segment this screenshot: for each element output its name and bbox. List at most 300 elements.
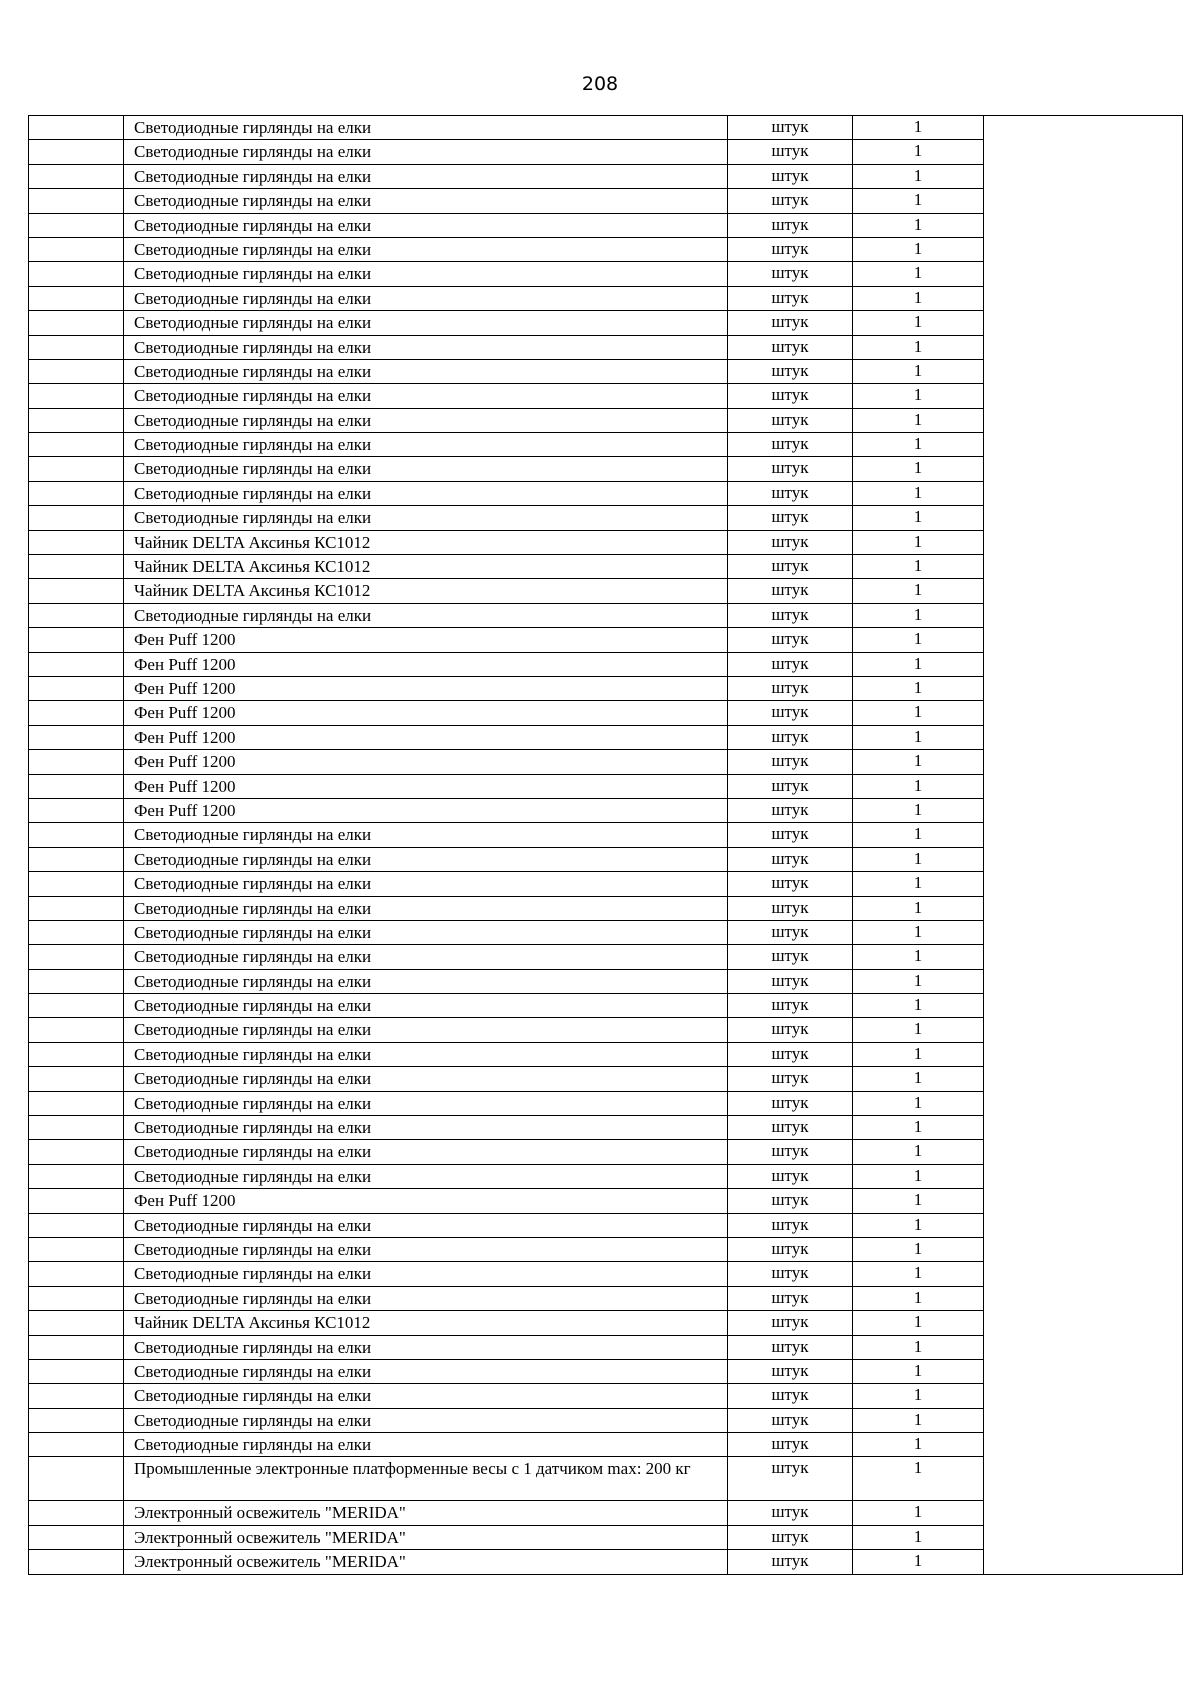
- unit-value: штук: [771, 1409, 809, 1429]
- quantity-value: 1: [913, 287, 923, 307]
- quantity-cell: [853, 1457, 984, 1501]
- item-name-cell: [124, 1335, 728, 1359]
- quantity-value: 1: [913, 921, 923, 941]
- row-number-cell: [29, 140, 124, 164]
- item-name-cell: [124, 1213, 728, 1237]
- item-name: Чайник DELTA Аксинья КС1012: [134, 532, 371, 552]
- unit-cell: [728, 579, 853, 603]
- unit-cell: [728, 530, 853, 554]
- unit-cell: [728, 1213, 853, 1237]
- row-number-cell: [29, 1213, 124, 1237]
- item-name: Светодиодные гирлянды на елки: [134, 996, 372, 1016]
- quantity-value: 1: [913, 1190, 923, 1210]
- unit-value: штук: [771, 409, 809, 429]
- quantity-cell: [853, 1286, 984, 1310]
- quantity-value: 1: [913, 799, 923, 819]
- quantity-value: 1: [913, 1502, 923, 1522]
- quantity-cell: [853, 311, 984, 335]
- item-name-cell: [124, 335, 728, 359]
- item-name: Светодиодные гирлянды на елки: [134, 337, 372, 357]
- item-name: Светодиодные гирлянды на елки: [134, 264, 372, 284]
- item-name-cell: [124, 286, 728, 310]
- row-number-cell: [29, 725, 124, 749]
- unit-value: штук: [771, 1458, 809, 1478]
- quantity-value: 1: [913, 360, 923, 380]
- row-number-cell: [29, 1457, 124, 1501]
- row-number-cell: [29, 530, 124, 554]
- unit-value: штук: [771, 1551, 809, 1571]
- row-number-cell: [29, 457, 124, 481]
- unit-value: штук: [771, 897, 809, 917]
- row-number-cell: [29, 1408, 124, 1432]
- unit-cell: [728, 311, 853, 335]
- unit-cell: [728, 969, 853, 993]
- row-number-cell: [29, 1262, 124, 1286]
- unit-value: штук: [771, 702, 809, 722]
- item-name-cell: [124, 457, 728, 481]
- row-number-cell: [29, 1042, 124, 1066]
- row-number-cell: [29, 213, 124, 237]
- quantity-value: 1: [913, 580, 923, 600]
- unit-value: штук: [771, 482, 809, 502]
- quantity-cell: [853, 530, 984, 554]
- quantity-cell: [853, 1335, 984, 1359]
- item-name: Фен Puff 1200: [134, 752, 236, 772]
- item-name-cell: [124, 1384, 728, 1408]
- item-name: Светодиодные гирлянды на елки: [134, 435, 372, 455]
- unit-cell: [728, 1091, 853, 1115]
- item-name-cell: [124, 1408, 728, 1432]
- quantity-cell: [853, 1067, 984, 1091]
- row-number-cell: [29, 652, 124, 676]
- item-name: Фен Puff 1200: [134, 727, 236, 747]
- item-name: Промышленные электронные платформенные весы с 1 датчиком max: 200 кг: [134, 1459, 691, 1479]
- item-name-cell: [124, 1359, 728, 1383]
- row-number-cell: [29, 872, 124, 896]
- quantity-cell: [853, 262, 984, 286]
- quantity-cell: [853, 1116, 984, 1140]
- unit-cell: [728, 1408, 853, 1432]
- item-name: Светодиодные гирлянды на елки: [134, 166, 372, 186]
- item-name-cell: [124, 823, 728, 847]
- unit-value: штук: [771, 921, 809, 941]
- item-name: Фен Puff 1200: [134, 703, 236, 723]
- quantity-value: 1: [913, 531, 923, 551]
- quantity-value: 1: [913, 1526, 923, 1546]
- item-name-cell: [124, 384, 728, 408]
- quantity-value: 1: [913, 117, 923, 136]
- unit-cell: [728, 676, 853, 700]
- item-name-cell: [124, 1237, 728, 1261]
- unit-cell: [728, 1457, 853, 1501]
- quantity-value: 1: [913, 775, 923, 795]
- unit-value: штук: [771, 946, 809, 966]
- quantity-value: 1: [913, 409, 923, 429]
- row-number-cell: [29, 823, 124, 847]
- quantity-value: 1: [913, 677, 923, 697]
- item-name: Светодиодные гирлянды на елки: [134, 1093, 372, 1113]
- unit-value: штук: [771, 653, 809, 673]
- quantity-value: 1: [913, 726, 923, 746]
- row-number-cell: [29, 847, 124, 871]
- item-name: Светодиодные гирлянды на елки: [134, 142, 372, 162]
- unit-value: штук: [771, 287, 809, 307]
- unit-value: штук: [771, 556, 809, 576]
- unit-cell: [728, 1018, 853, 1042]
- unit-value: штук: [771, 1068, 809, 1088]
- item-name: Электронный освежитель "MERIDA": [134, 1527, 406, 1547]
- quantity-cell: [853, 1359, 984, 1383]
- quantity-cell: [853, 1550, 984, 1574]
- unit-value: штук: [771, 165, 809, 185]
- quantity-cell: [853, 286, 984, 310]
- quantity-cell: [853, 1237, 984, 1261]
- item-name: Светодиодные гирлянды на елки: [134, 1118, 372, 1138]
- item-name: Светодиодные гирлянды на елки: [134, 971, 372, 991]
- item-name: Светодиодные гирлянды на елки: [134, 1020, 372, 1040]
- unit-cell: [728, 433, 853, 457]
- item-name-cell: [124, 652, 728, 676]
- unit-value: штук: [771, 1043, 809, 1063]
- unit-value: штук: [771, 580, 809, 600]
- quantity-cell: [853, 628, 984, 652]
- item-name-cell: [124, 1164, 728, 1188]
- quantity-cell: [853, 164, 984, 188]
- quantity-value: 1: [913, 190, 923, 210]
- page-number: 208: [581, 73, 619, 95]
- quantity-value: 1: [913, 1019, 923, 1039]
- item-name-cell: [124, 1550, 728, 1574]
- unit-cell: [728, 823, 853, 847]
- unit-cell: [728, 701, 853, 725]
- unit-cell: [728, 1116, 853, 1140]
- row-number-cell: [29, 1164, 124, 1188]
- item-name: Светодиодные гирлянды на елки: [134, 898, 372, 918]
- row-number-cell: [29, 433, 124, 457]
- item-name-cell: [124, 847, 728, 871]
- unit-cell: [728, 994, 853, 1018]
- quantity-value: 1: [913, 1141, 923, 1161]
- quantity-value: 1: [913, 556, 923, 576]
- quantity-value: 1: [913, 873, 923, 893]
- item-name-cell: [124, 1042, 728, 1066]
- item-name: Светодиодные гирлянды на елки: [134, 313, 372, 333]
- quantity-cell: [853, 140, 984, 164]
- row-number-cell: [29, 1018, 124, 1042]
- quantity-value: 1: [913, 1434, 923, 1454]
- unit-cell: [728, 774, 853, 798]
- unit-cell: [728, 286, 853, 310]
- item-name-cell: [124, 433, 728, 457]
- unit-value: штук: [771, 458, 809, 478]
- item-name: Фен Puff 1200: [134, 654, 236, 674]
- unit-value: штук: [771, 1502, 809, 1522]
- table-row: [29, 116, 1183, 140]
- unit-cell: [728, 872, 853, 896]
- item-name-cell: [124, 1286, 728, 1310]
- quantity-value: 1: [913, 1263, 923, 1283]
- unit-cell: [728, 1384, 853, 1408]
- item-name-cell: [124, 725, 728, 749]
- unit-cell: [728, 847, 853, 871]
- quantity-value: 1: [913, 653, 923, 673]
- quantity-cell: [853, 1042, 984, 1066]
- unit-value: штук: [771, 531, 809, 551]
- item-name-cell: [124, 798, 728, 822]
- quantity-cell: [853, 1408, 984, 1432]
- unit-value: штук: [771, 1385, 809, 1405]
- item-name: Светодиодные гирлянды на елки: [134, 1142, 372, 1162]
- quantity-cell: [853, 457, 984, 481]
- quantity-cell: [853, 603, 984, 627]
- unit-value: штук: [771, 873, 809, 893]
- item-name: Фен Puff 1200: [134, 1191, 236, 1211]
- item-name: Светодиодные гирлянды на елки: [134, 386, 372, 406]
- item-name-cell: [124, 116, 728, 140]
- quantity-value: 1: [913, 1068, 923, 1088]
- unit-cell: [728, 213, 853, 237]
- quantity-value: 1: [913, 1092, 923, 1112]
- item-name: Фен Puff 1200: [134, 800, 236, 820]
- item-name-cell: [124, 1067, 728, 1091]
- unit-value: штук: [771, 848, 809, 868]
- quantity-cell: [853, 481, 984, 505]
- quantity-cell: [853, 1189, 984, 1213]
- row-number-cell: [29, 628, 124, 652]
- unit-value: штук: [771, 1238, 809, 1258]
- item-name: Светодиодные гирлянды на елки: [134, 605, 372, 625]
- quantity-cell: [853, 408, 984, 432]
- item-name: Электронный освежитель "MERIDA": [134, 1552, 406, 1572]
- row-number-cell: [29, 579, 124, 603]
- row-number-cell: [29, 1067, 124, 1091]
- unit-value: штук: [771, 775, 809, 795]
- quantity-value: 1: [913, 1165, 923, 1185]
- quantity-cell: [853, 1525, 984, 1549]
- quantity-cell: [853, 116, 984, 140]
- unit-value: штук: [771, 677, 809, 697]
- unit-cell: [728, 603, 853, 627]
- inventory-table-body: [29, 116, 1183, 1575]
- row-number-cell: [29, 1116, 124, 1140]
- quantity-value: 1: [913, 1409, 923, 1429]
- quantity-value: 1: [913, 141, 923, 161]
- quantity-cell: [853, 945, 984, 969]
- unit-cell: [728, 237, 853, 261]
- row-number-cell: [29, 506, 124, 530]
- item-name: Чайник DELTA Аксинья КС1012: [134, 1313, 371, 1333]
- quantity-value: 1: [913, 507, 923, 527]
- item-name: Светодиодные гирлянды на елки: [134, 1410, 372, 1430]
- item-name: Светодиодные гирлянды на елки: [134, 1264, 372, 1284]
- row-number-cell: [29, 1189, 124, 1213]
- row-number-cell: [29, 1091, 124, 1115]
- item-name-cell: [124, 1501, 728, 1525]
- item-name: Светодиодные гирлянды на елки: [134, 508, 372, 528]
- item-name: Светодиодные гирлянды на елки: [134, 1166, 372, 1186]
- row-number-cell: [29, 262, 124, 286]
- item-name-cell: [124, 603, 728, 627]
- unit-value: штук: [771, 799, 809, 819]
- row-number-cell: [29, 1140, 124, 1164]
- row-number-cell: [29, 1286, 124, 1310]
- quantity-cell: [853, 359, 984, 383]
- item-name: Светодиодные гирлянды на елки: [134, 239, 372, 259]
- unit-cell: [728, 1359, 853, 1383]
- unit-cell: [728, 1164, 853, 1188]
- unit-value: штук: [771, 1360, 809, 1380]
- quantity-value: 1: [913, 848, 923, 868]
- unit-cell: [728, 1525, 853, 1549]
- quantity-cell: [853, 994, 984, 1018]
- unit-value: штук: [771, 1019, 809, 1039]
- quantity-value: 1: [913, 629, 923, 649]
- quantity-value: 1: [913, 312, 923, 332]
- unit-value: штук: [771, 117, 809, 136]
- row-number-cell: [29, 701, 124, 725]
- row-number-cell: [29, 237, 124, 261]
- quantity-value: 1: [913, 1336, 923, 1356]
- unit-cell: [728, 359, 853, 383]
- quantity-value: 1: [913, 336, 923, 356]
- row-number-cell: [29, 1335, 124, 1359]
- quantity-value: 1: [913, 1458, 923, 1478]
- unit-value: штук: [771, 1287, 809, 1307]
- quantity-cell: [853, 1091, 984, 1115]
- item-name-cell: [124, 994, 728, 1018]
- unit-value: штук: [771, 141, 809, 161]
- quantity-value: 1: [913, 946, 923, 966]
- unit-value: штук: [771, 214, 809, 234]
- quantity-cell: [853, 1164, 984, 1188]
- quantity-value: 1: [913, 897, 923, 917]
- unit-value: штук: [771, 824, 809, 844]
- row-number-cell: [29, 1237, 124, 1261]
- quantity-cell: [853, 920, 984, 944]
- item-name-cell: [124, 140, 728, 164]
- unit-cell: [728, 798, 853, 822]
- row-number-cell: [29, 384, 124, 408]
- unit-value: штук: [771, 238, 809, 258]
- quantity-cell: [853, 1213, 984, 1237]
- row-number-cell: [29, 189, 124, 213]
- unit-cell: [728, 1286, 853, 1310]
- unit-cell: [728, 1237, 853, 1261]
- item-name-cell: [124, 969, 728, 993]
- quantity-cell: [853, 872, 984, 896]
- unit-value: штук: [771, 1190, 809, 1210]
- unit-value: штук: [771, 1214, 809, 1234]
- inventory-table: [28, 115, 1183, 1575]
- unit-cell: [728, 750, 853, 774]
- row-number-cell: [29, 896, 124, 920]
- unit-value: штук: [771, 312, 809, 332]
- quantity-value: 1: [913, 1287, 923, 1307]
- quantity-value: 1: [913, 1043, 923, 1063]
- unit-value: штук: [771, 1263, 809, 1283]
- quantity-value: 1: [913, 702, 923, 722]
- item-name-cell: [124, 1189, 728, 1213]
- item-name: Светодиодные гирлянды на елки: [134, 410, 372, 430]
- unit-cell: [728, 555, 853, 579]
- unit-cell: [728, 335, 853, 359]
- unit-cell: [728, 628, 853, 652]
- item-name-cell: [124, 872, 728, 896]
- row-number-cell: [29, 481, 124, 505]
- quantity-cell: [853, 701, 984, 725]
- quantity-cell: [853, 433, 984, 457]
- row-number-cell: [29, 311, 124, 335]
- item-name: Светодиодные гирлянды на елки: [134, 1337, 372, 1357]
- item-name-cell: [124, 189, 728, 213]
- unit-value: штук: [771, 629, 809, 649]
- quantity-cell: [853, 579, 984, 603]
- row-number-cell: [29, 1433, 124, 1457]
- quantity-cell: [853, 676, 984, 700]
- unit-cell: [728, 1550, 853, 1574]
- unit-value: штук: [771, 190, 809, 210]
- row-number-cell: [29, 1384, 124, 1408]
- item-name: Электронный освежитель "MERIDA": [134, 1503, 406, 1523]
- quantity-value: 1: [913, 1238, 923, 1258]
- quantity-cell: [853, 384, 984, 408]
- item-name: Светодиодные гирлянды на елки: [134, 1361, 372, 1381]
- row-number-cell: [29, 1525, 124, 1549]
- row-number-cell: [29, 945, 124, 969]
- item-name: Светодиодные гирлянды на елки: [134, 1239, 372, 1259]
- row-number-cell: [29, 603, 124, 627]
- unit-cell: [728, 457, 853, 481]
- unit-value: штук: [771, 970, 809, 990]
- row-number-cell: [29, 676, 124, 700]
- quantity-value: 1: [913, 1385, 923, 1405]
- unit-cell: [728, 1501, 853, 1525]
- item-name: Светодиодные гирлянды на елки: [134, 215, 372, 235]
- item-name-cell: [124, 1525, 728, 1549]
- unit-value: штук: [771, 1336, 809, 1356]
- quantity-value: 1: [913, 238, 923, 258]
- unit-cell: [728, 1311, 853, 1335]
- item-name: Фен Puff 1200: [134, 630, 236, 650]
- unit-value: штук: [771, 604, 809, 624]
- unit-cell: [728, 481, 853, 505]
- row-number-cell: [29, 750, 124, 774]
- quantity-cell: [853, 1262, 984, 1286]
- unit-value: штук: [771, 995, 809, 1015]
- unit-value: штук: [771, 751, 809, 771]
- quantity-value: 1: [913, 1360, 923, 1380]
- item-name: Светодиодные гирлянды на елки: [134, 1215, 372, 1235]
- quantity-cell: [853, 189, 984, 213]
- unit-cell: [728, 652, 853, 676]
- item-name: Светодиодные гирлянды на елки: [134, 874, 372, 894]
- item-name-cell: [124, 530, 728, 554]
- item-name: Светодиодные гирлянды на елки: [134, 1044, 372, 1064]
- item-name: Светодиодные гирлянды на елки: [134, 483, 372, 503]
- notes-cell: [984, 116, 1183, 1575]
- unit-value: штук: [771, 385, 809, 405]
- item-name: Светодиодные гирлянды на елки: [134, 1386, 372, 1406]
- item-name-cell: [124, 237, 728, 261]
- quantity-cell: [853, 506, 984, 530]
- item-name: Светодиодные гирлянды на елки: [134, 191, 372, 211]
- quantity-value: 1: [913, 1117, 923, 1137]
- quantity-cell: [853, 237, 984, 261]
- quantity-value: 1: [913, 824, 923, 844]
- quantity-value: 1: [913, 385, 923, 405]
- quantity-cell: [853, 847, 984, 871]
- row-number-cell: [29, 994, 124, 1018]
